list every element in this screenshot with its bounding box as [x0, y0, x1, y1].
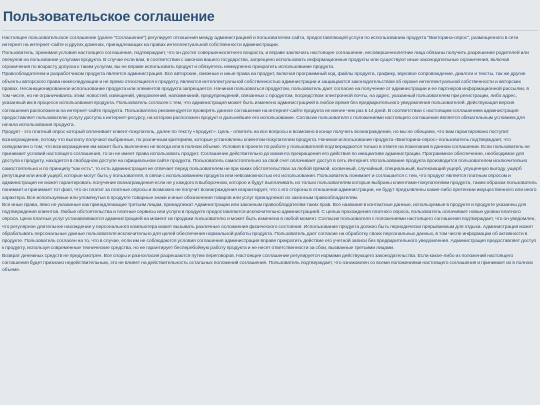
paragraph: Все иные права, явно не указанные как принадлежащие третьим лицам, принадлежат Администрации или законным правообладателям таких прав. Все названия в контактные данные, используемые в продукте и продукте указанны для подтверждения клиентов. Любые обстоятельства и платные сервисы или услуги в продукте предоставляются исключительно администрацией. С целью прохождения платного опроса, пользователь оплачивает новые уровни платного опроса. Цена платных услуг устанавливаются администрацией на момент их продажи пользователю и может быть изменена в любой момент. Согласие пользователя с положениями настоящего соглашения подтверждает, что он уведомлен, что регулярное длительное нахождение у персонального компьютера может вызывать различные осложнения физического состояния. Использование продукта должно быть периодически прерываемым для отдыха. Администрация может обрабатывать персональные данные пользователя исключительно для целей обеспечения нормальной работы продукта. Пользователь дает согласие на обработку своих персональных данных, в том числе информации об активности в продукте. Пользователь согласен на то, что в случае, если им не соблюдаются условия соглашения администрация вправе прекратить действие его учетной записи без предварительного уведомления. Администрация предоставляет доступ к продукту, используя современные технические средства, но не гарантирует бесперебойную работу продукта и не несет ответственности за сбои, вызванные третьими лицами. [2, 202, 537, 252]
paragraph: Пользователь, принимая условия настоящего соглашения, подтверждает, что он достиг совершеннолетнего возраста, и вправе заключать настоящее соглашение, несовершеннолетние лица обязаны получить разрешение родителей или опекунов на пользование услугами продукта. В случае если вам, в соответствии с законом вашего государства, запрещено использовать информационные продукты или существуют иные законодательные ограничения, включая ограничения по возрасту допуска к таким услугам, вы не вправе использовать продукт и обязуетесь немедленно прекратить использование продукта. [2, 50, 529, 70]
page-title: Пользовательское соглашение [3, 8, 215, 24]
divider [2, 30, 538, 31]
paragraph: Правообладателем и разработчиком продукта является администрация. Все авторские, смежные и иные права на продукт, включая программный код, файлы продукта, графику, звуковое сопровождение, диалоги и тексты, так же другие объекты авторского права нижеследующие и не прямо относящиеся к продукту, являются интеллектуальной собственностью администрации и защищаются законодательством об охране интеллектуальной собственности и авторских правах. Несанкционированное использование продукта или элементов продукта запрещается. Начиная пользоваться продуктом, пользователь дает согласие на получение от администрации и ее партнеров информационной рассылки, в том числе, но не ограничиваясь этим: новостей, извещений, уведомлений, напоминаний, предупреждений, связанных с продуктом, посредством электронной почты, на адрес, указанный пользователем при регистрации, либо адрес, указанный им в процессе использования продукта. Пользователь согласен с тем, что администрация может быть изменено администрацией в любое время без предварительного уведомления пользователей. Действующая версия соглашения расположена на интернет-сайте продукта. Пользователю рекомендуется проверять данное соглашение на интернет-сайте продукта не менее чем раз в 14 дней. В соответствии с настоящим соглашением администрация предоставляет пользователю услугу доступа к интернет-ресурсу, на котором расположен продукт и дальнейшее его использование. Согласие пользователя с положениями настоящего соглашения является обязательным условием для начала использования продукта. [2, 72, 529, 128]
paragraph: Продукт - это платный опрос который оплачивает клиент-покупатель, далее по тексту «продукт». Цель - ответить на все вопросы и возможно в конце получить вознаграждение, но мы не обещаем, что вам гарантировано поступит вознаграждение, потому что выплату получают выбранные, по различным критериям, которые установлены клиентом-покупателем продукта. Начиная использование продукта «Викторина-опрос» пользователь подтверждает, что осведомлен о том, что вознаграждение им может быть выплачено не всегда или в полном объеме. Условия в проекте по работе у пользователей подтверждаются только в ответе на пожелания в данном соглашении. Если пользователь не принимает условий настоящего соглашения, то он не имеет права использовать продукт. Соглашение действительно до момента прекращения его действия по инициативе администрации. Программное обеспечение, необходимое для доступа к продукту, находится в свободном доступе на официальном сайте продукта. Пользователь самостоятельно за свой счет оплачивает доступ в сеть Интернет. Использование продукта производится пользователем исключительно самостоятельно и по принципу "как есть", то есть администрация не отвечает перед пользователем ни при каких обстоятельствах за любой прямой, косвенный, случайный, специальный, вытекающий ущерб, упущенную выгоду, ущерб репутации или иной ущерб, которые могут быть у пользователя, в связи с использованием продукта или невозможностью его использования. Пользователь понимает и соглашается с тем, что продукт является платным опросом и администрация не может гарантировать получение вознаграждения если не у каждого в выборочном, которое и будут выплачивать но только пользователям которые выбраны клиентами-покупателями продукта, таким образом пользователь понимает и принимает тот факт, что он платит за платные опросы и возможно не получит вознаграждения игарантирует, что с его стороны в отношении администрации, не будут предъявлены какие-либо претензии имущественного или иного характера. Все используемые или упомянутые в продукте товарные знаки и иные обозначения товаров или услуг принадлежат их законным правообладателям. [2, 130, 537, 201]
agreement-text [2, 35, 538, 274]
paragraph: Возврат денежных средств не предусмотрен. Все споры и разногласия разрешаются путем переговоров. Настоящее соглашение регулируется нормами действующего законодательства. Если какое-либо из положений настоящего соглашения будет признано недействительным, это не влияет на действительность остальных положений соглашения. Пользователь подтверждает, что ознакомлен со всеми положениями настоящего соглашения и принимает их в полном объеме. [2, 253, 533, 273]
paragraph: Настоящее пользовательское соглашение (далее "Соглашение") регулирует отношения между администрацией и пользователем сайта, предоставляющей услуги по использованию продукта "Викторина-опрос", размещенного в сети интернет на интернет-сайте и других доменах, принадлежащих на правах интеллектуальной собственности администрации. [2, 36, 519, 49]
